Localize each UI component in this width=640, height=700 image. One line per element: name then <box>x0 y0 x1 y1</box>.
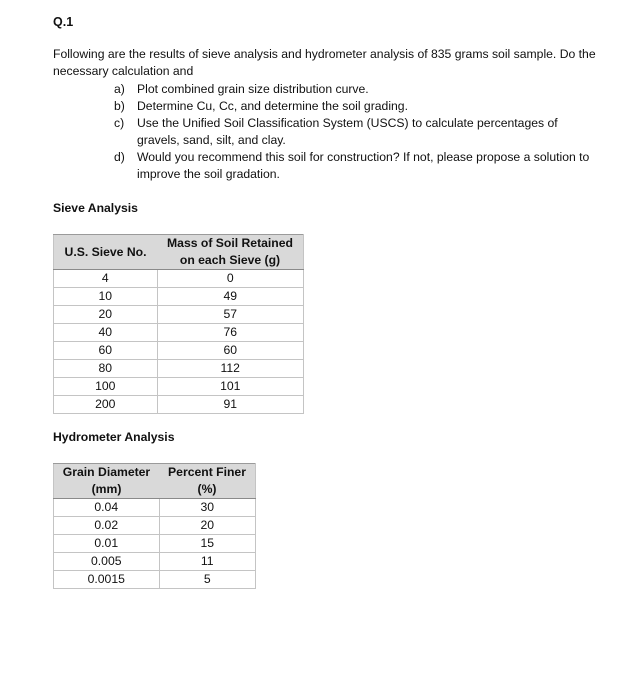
table-header-row <box>54 235 304 270</box>
table-row <box>54 535 256 553</box>
percent-finer-cell: 15 <box>159 535 256 553</box>
table-row <box>54 517 256 535</box>
percent-finer-cell: 20 <box>159 517 256 535</box>
mass-retained-cell: 112 <box>157 360 304 378</box>
table-row <box>54 396 304 414</box>
percent-finer-cell: 11 <box>159 553 256 571</box>
hydrometer-analysis-title: Hydrometer Analysis <box>53 430 175 444</box>
table-row <box>54 324 304 342</box>
grain-diameter-cell: 0.02 <box>54 517 160 535</box>
question-number: Q.1 <box>53 15 74 29</box>
sieve-analysis-title: Sieve Analysis <box>53 201 138 215</box>
question-part-c <box>114 115 594 149</box>
mass-retained-cell: 101 <box>157 378 304 396</box>
grain-diameter-cell: 0.005 <box>54 553 160 571</box>
question-part-d <box>114 149 594 183</box>
column-header-grain-diameter: Grain Diameter (mm) <box>54 464 160 499</box>
sieve-no-cell: 60 <box>54 342 158 360</box>
table-row <box>54 499 256 517</box>
sieve-no-cell: 80 <box>54 360 158 378</box>
grain-diameter-cell: 0.0015 <box>54 571 160 589</box>
mass-retained-cell: 91 <box>157 396 304 414</box>
part-text: Plot combined grain size distribution curve. <box>137 82 369 96</box>
column-header-sieve-no: U.S. Sieve No. <box>54 235 158 270</box>
mass-retained-cell: 57 <box>157 306 304 324</box>
hydrometer-analysis-table <box>53 463 256 589</box>
sieve-no-cell: 100 <box>54 378 158 396</box>
part-label: a) <box>114 82 125 96</box>
table-header-row <box>54 464 256 499</box>
sieve-no-cell: 200 <box>54 396 158 414</box>
table-row <box>54 270 304 288</box>
sieve-no-cell: 4 <box>54 270 158 288</box>
part-text: Use the Unified Soil Classification System (USCS) to calculate percentages of gravels, sand, silt, and clay. <box>137 116 558 147</box>
table-row <box>54 553 256 571</box>
column-header-mass-retained: Mass of Soil Retained on each Sieve (g) <box>157 235 304 270</box>
part-label: b) <box>114 99 125 113</box>
sieve-no-cell: 10 <box>54 288 158 306</box>
table-row <box>54 378 304 396</box>
sieve-no-cell: 40 <box>54 324 158 342</box>
table-row <box>54 306 304 324</box>
sieve-analysis-table <box>53 234 304 414</box>
question-intro: Following are the results of sieve analysis and hydrometer analysis of 835 grams soil sample. Do the necessary calculation and <box>53 47 596 78</box>
mass-retained-cell: 60 <box>157 342 304 360</box>
part-label: d) <box>114 150 125 164</box>
table-row <box>54 288 304 306</box>
question-parts-list <box>114 81 594 183</box>
table-row <box>54 360 304 378</box>
table-row <box>54 342 304 360</box>
part-text: Would you recommend this soil for construction? If not, please propose a solution to improve the soil gradation. <box>137 150 590 181</box>
mass-retained-cell: 0 <box>157 270 304 288</box>
part-text: Determine Cu, Cc, and determine the soil grading. <box>137 99 408 113</box>
percent-finer-cell: 30 <box>159 499 256 517</box>
grain-diameter-cell: 0.04 <box>54 499 160 517</box>
table-row <box>54 571 256 589</box>
column-header-percent-finer: Percent Finer (%) <box>159 464 256 499</box>
percent-finer-cell: 5 <box>159 571 256 589</box>
mass-retained-cell: 76 <box>157 324 304 342</box>
sieve-no-cell: 20 <box>54 306 158 324</box>
question-part-a <box>114 81 594 98</box>
grain-diameter-cell: 0.01 <box>54 535 160 553</box>
mass-retained-cell: 49 <box>157 288 304 306</box>
part-label: c) <box>114 116 125 130</box>
question-part-b <box>114 98 594 115</box>
